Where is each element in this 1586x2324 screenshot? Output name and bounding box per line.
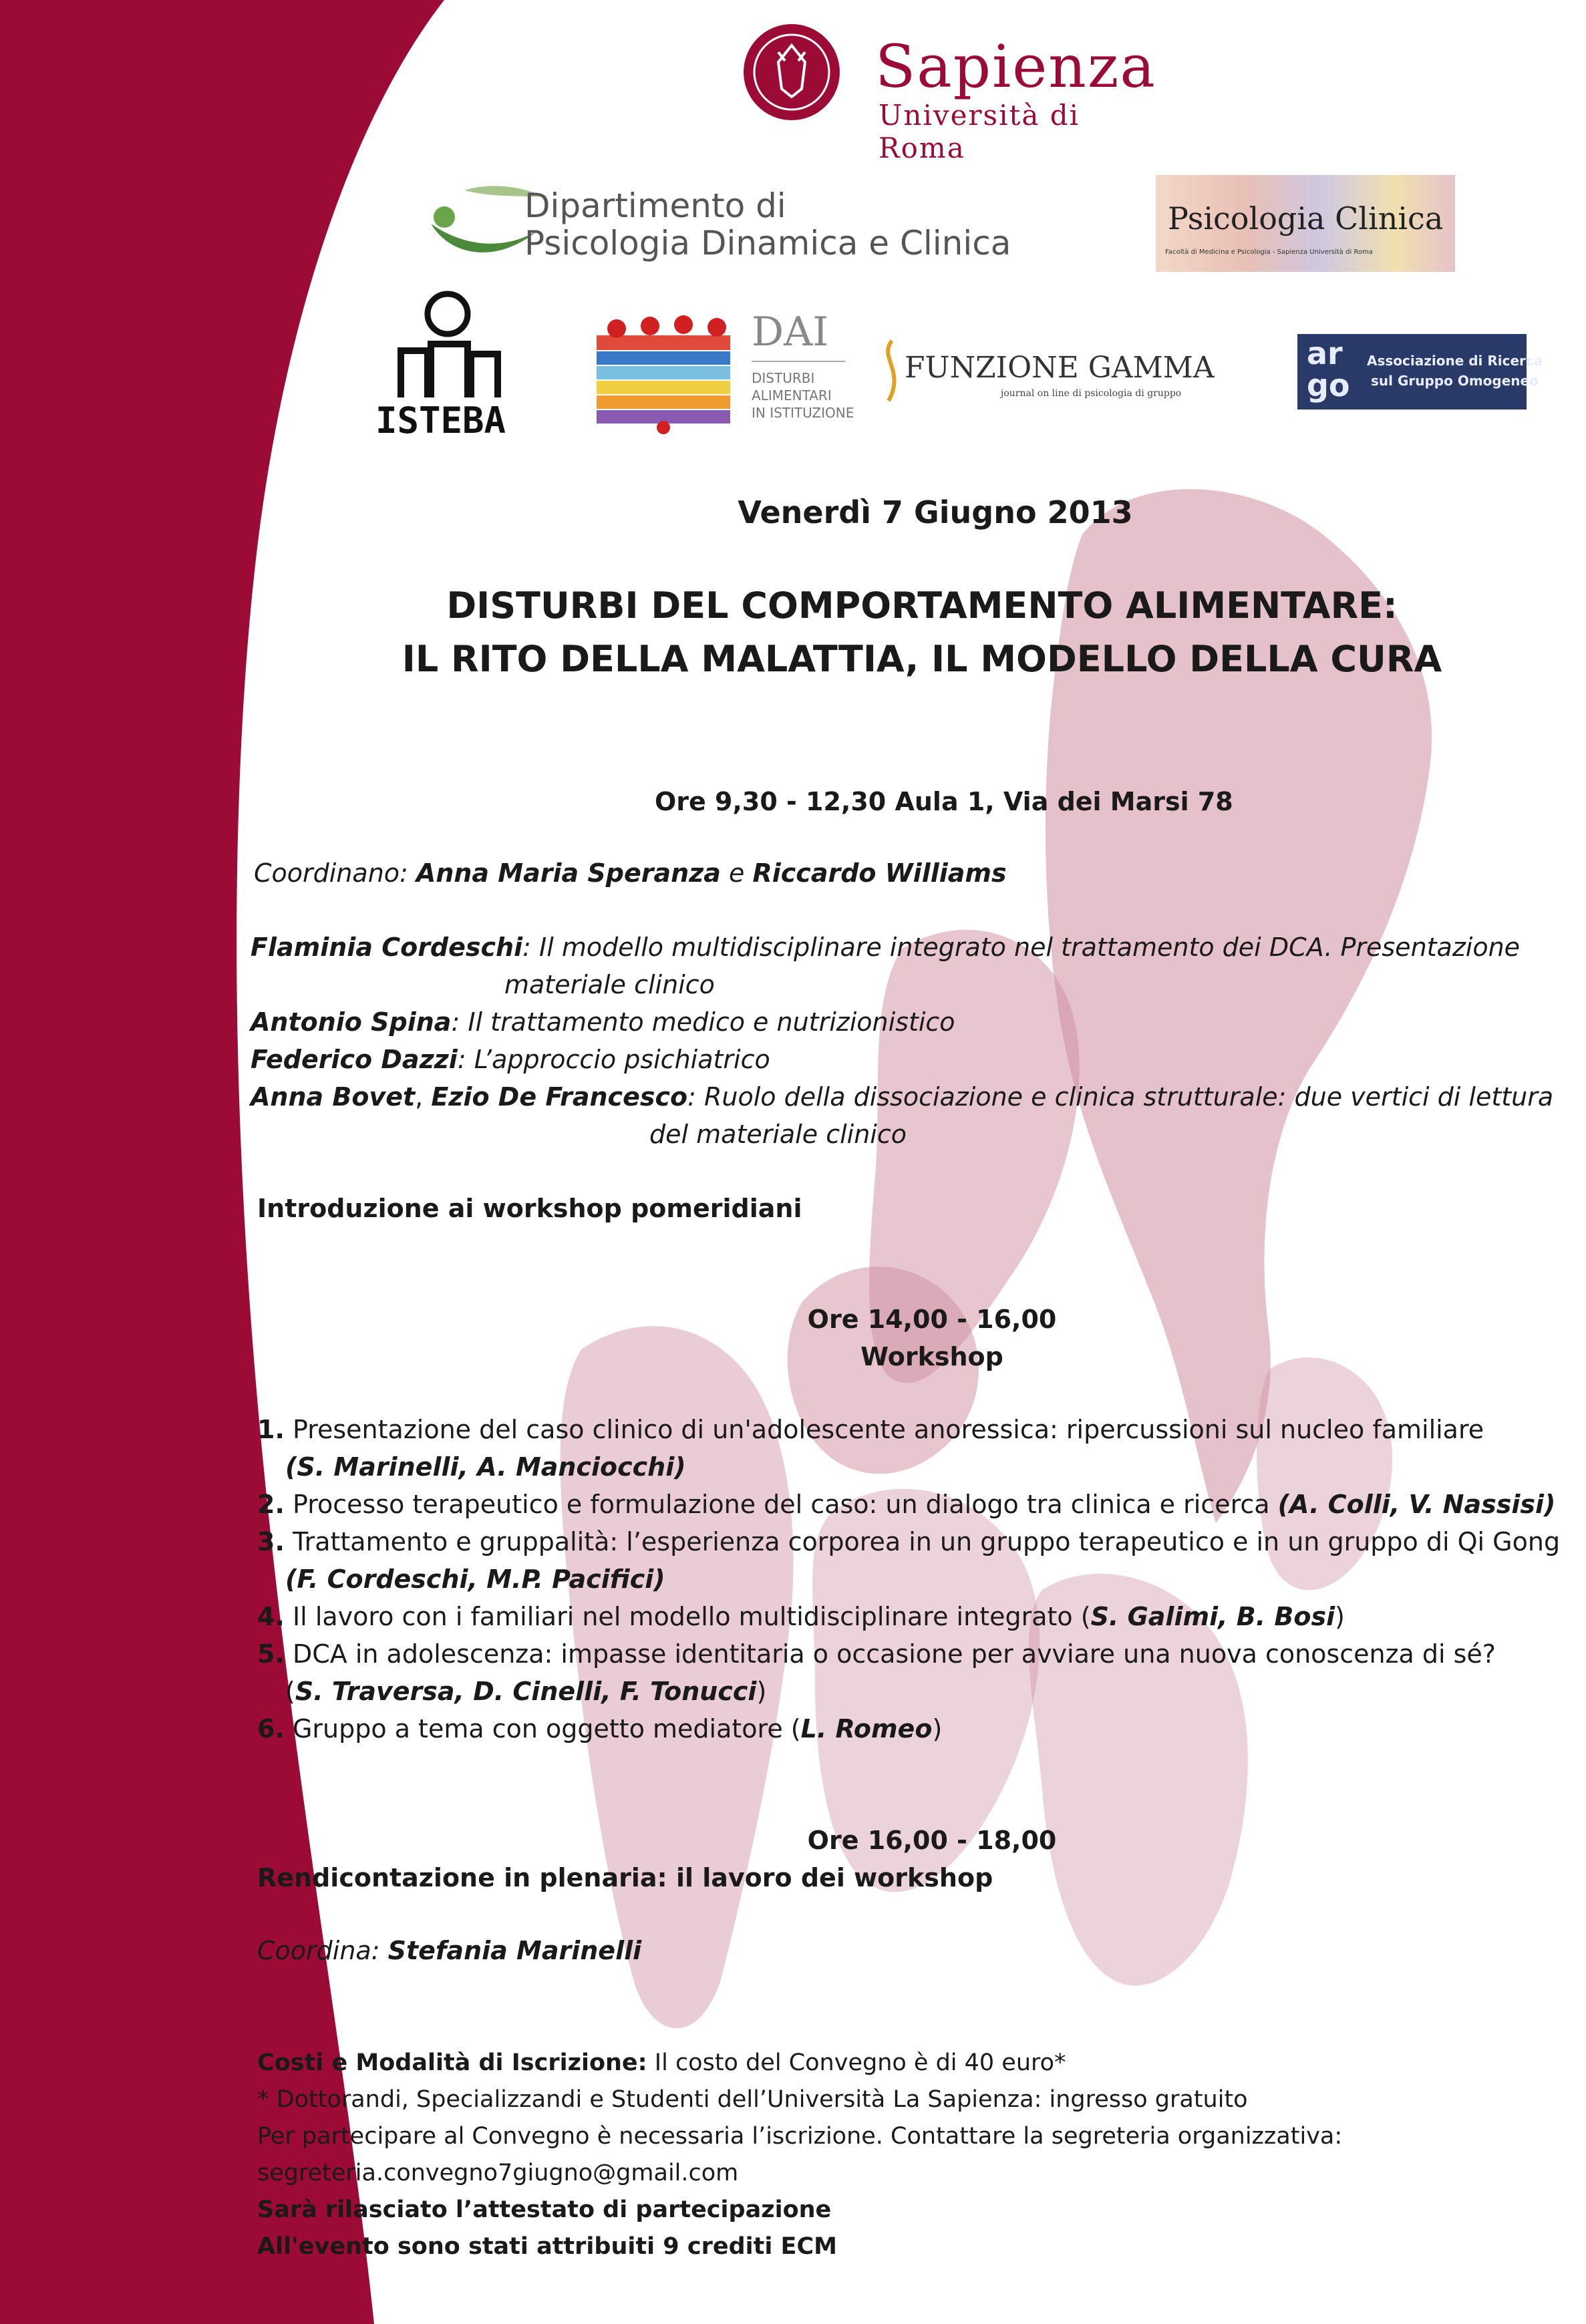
sapienza-subtitle: Università di Roma: [879, 99, 1080, 164]
argo-line2: sul Gruppo Omogeneo: [1371, 373, 1539, 389]
talk-1-cont: materiale clinico: [504, 970, 715, 999]
plenary-coordinator: [257, 1936, 641, 1967]
talk-4-cont: del materiale clinico: [649, 1120, 907, 1149]
workshop-number: 4.: [257, 1602, 285, 1631]
workshop-close: ): [1335, 1602, 1345, 1631]
talk-2: [251, 1007, 955, 1038]
afternoon-time: Ore 14,00 - 16,00: [807, 1305, 1057, 1334]
dipartimento-line1: Dipartimento di: [524, 186, 786, 225]
plenary-coord-name: Stefania Marinelli: [387, 1936, 642, 1965]
certificate-info: Sarà rilasciato l’attestato di partecipazione: [257, 2196, 832, 2223]
registration-info: Per partecipare al Convegno è necessaria l’iscrizione. Contattare la segreteria organizzativa:: [257, 2123, 1343, 2150]
talk-1: [251, 933, 1520, 963]
dipartimento-logo: [424, 177, 1066, 271]
workshop-close: ): [756, 1677, 767, 1706]
plenary-title: Rendicontazione in plenaria: il lavoro dei workshop: [257, 1863, 993, 1892]
talk-speaker-2: Ezio De Francesco: [431, 1082, 688, 1112]
workshop-text: Trattamento e gruppalità: l’esperienza corporea in un gruppo terapeutico e in un gruppo di Qi Gong: [284, 1527, 1561, 1556]
talk-speaker: Antonio Spina: [251, 1007, 452, 1037]
cost-text: Il costo del Convegno è di 40 euro*: [647, 2049, 1066, 2076]
talk-speaker: Federico Dazzi: [251, 1045, 458, 1074]
plenary-time: Ore 16,00 - 18,00: [807, 1826, 1057, 1855]
event-title-line1: DISTURBI DEL COMPORTAMENTO ALIMENTARE:: [446, 585, 1398, 627]
workshop-open: (: [285, 1677, 295, 1706]
psicologia-clinica-subtitle: Facoltà di Medicina e Psicologia - Sapienza Università di Roma: [1165, 248, 1373, 256]
morning-coordinators: [254, 858, 1007, 889]
talk-speaker: Anna Bovet: [251, 1082, 416, 1112]
dai-stripes-icon: [597, 309, 737, 436]
talk-4: [251, 1082, 1553, 1113]
psicologia-clinica-title: Psicologia Clinica: [1168, 200, 1444, 236]
workshop-text: DCA in adolescenza: impasse identitaria o occasione per avviare una nuova conoscenza di sé?: [284, 1639, 1496, 1669]
sapienza-logo: [742, 19, 1156, 164]
workshop-3: [257, 1527, 1560, 1558]
talk-speaker: Flaminia Cordeschi: [251, 933, 523, 962]
coordinators-label: Coordinano:: [254, 858, 416, 888]
workshop-6: [257, 1714, 942, 1745]
workshop-number: 5.: [257, 1639, 285, 1669]
workshop-number: 1.: [257, 1415, 285, 1444]
talk-topic: : Il modello multidisciplinare integrato nel trattamento dei DCA. Presentazione: [522, 933, 1521, 962]
argo-logo: [1297, 334, 1543, 409]
talk-separator: ,: [415, 1082, 432, 1112]
isteba-figures-icon: [374, 287, 508, 401]
sapienza-seal-icon: [742, 22, 842, 122]
workshop-authors: L. Romeo: [800, 1714, 933, 1744]
sapienza-name: Sapienza: [875, 32, 1156, 101]
dai-line2: ALIMENTARI: [752, 387, 832, 403]
dai-line1: DISTURBI: [752, 370, 815, 386]
dai-divider: [752, 361, 845, 362]
workshop-authors: S. Galimi, B. Bosi: [1090, 1602, 1335, 1631]
free-entry-note: * Dottorandi, Specializzandi e Studenti dell’Università La Sapienza: ingresso gratuito: [257, 2086, 1248, 2113]
argo-mark-top: ar: [1307, 335, 1343, 371]
coordinator-1: Anna Maria Speranza: [416, 858, 721, 888]
ecm-credits: All'evento sono stati attribuiti 9 crediti ECM: [257, 2233, 837, 2260]
dai-acronym: DAI: [752, 309, 829, 355]
dai-line3: IN ISTITUZIONE: [752, 405, 854, 421]
workshop-text: Gruppo a tema con oggetto mediatore (: [284, 1714, 801, 1744]
workshop-4: [257, 1602, 1345, 1633]
workshop-3-authors: (F. Cordeschi, M.P. Pacifici): [285, 1564, 665, 1594]
isteba-logo: [374, 287, 508, 441]
dai-logo: [597, 309, 854, 436]
workshop-label: Workshop: [860, 1342, 1003, 1371]
contact-email[interactable]: segreteria.convegno7giugno@gmail.com: [257, 2160, 739, 2186]
workshop-text: Il lavoro con i familiari nel modello multidisciplinare integrato (: [284, 1602, 1091, 1631]
talk-topic: : Ruolo della dissociazione e clinica strutturale: due vertici di lettura: [687, 1082, 1554, 1112]
argo-mark-bottom: go: [1307, 367, 1350, 403]
funzione-gamma-title: FUNZIONE GAMMA: [905, 351, 1215, 385]
plenary-coord-label: Coordina:: [257, 1936, 388, 1965]
workshop-close: ): [932, 1714, 943, 1744]
morning-time: Ore 9,30 - 12,30 Aula 1, Via dei Marsi 78: [655, 787, 1233, 816]
faded-figure-silhouette: [561, 489, 1432, 2028]
talk-3: [251, 1045, 770, 1075]
talk-topic: : L’approccio psichiatrico: [457, 1045, 770, 1074]
workshop-number: 3.: [257, 1527, 285, 1556]
funzione-gamma-subtitle: journal on line di psicologia di gruppo: [1001, 388, 1182, 399]
funzione-gamma-logo: [875, 337, 1223, 411]
cost-info: [257, 2049, 1066, 2077]
workshop-1-authors: (S. Marinelli, A. Manciocchi): [285, 1452, 686, 1482]
workshop-authors: S. Traversa, D. Cinelli, F. Tonucci: [295, 1677, 757, 1706]
workshop-text: Presentazione del caso clinico di un'adolescente anoressica: ripercussioni sul nucleo familiare: [284, 1415, 1484, 1444]
coordinator-2: Riccardo Williams: [752, 858, 1007, 888]
workshop-authors: (A. Colli, V. Nassisi): [1277, 1490, 1556, 1519]
talk-topic: : Il trattamento medico e nutrizionistico: [451, 1007, 955, 1037]
workshop-text: Processo terapeutico e formulazione del caso: un dialogo tra clinica e ricerca: [284, 1490, 1278, 1519]
gamma-swirl-icon: [875, 337, 909, 404]
event-title-line2: IL RITO DELLA MALATTIA, IL MODELLO DELLA CURA: [402, 638, 1442, 680]
workshop-number: 2.: [257, 1490, 285, 1519]
cost-label: Costi e Modalità di Iscrizione:: [257, 2049, 647, 2076]
workshop-intro: Introduzione ai workshop pomeridiani: [257, 1194, 802, 1223]
isteba-label: ISTEBA: [375, 399, 506, 442]
workshop-1: [257, 1415, 1484, 1446]
event-date: Venerdì 7 Giugno 2013: [738, 494, 1133, 530]
workshop-5: [257, 1639, 1496, 1670]
coordinators-conj: e: [720, 858, 753, 888]
workshop-5-authors: [285, 1677, 766, 1707]
argo-line1: Associazione di Ricerca: [1367, 353, 1543, 369]
psicologia-clinica-logo: [1156, 175, 1455, 272]
workshop-number: 6.: [257, 1714, 285, 1744]
dipartimento-line2: Psicologia Dinamica e Clinica: [524, 224, 1011, 263]
workshop-2: [257, 1490, 1555, 1520]
